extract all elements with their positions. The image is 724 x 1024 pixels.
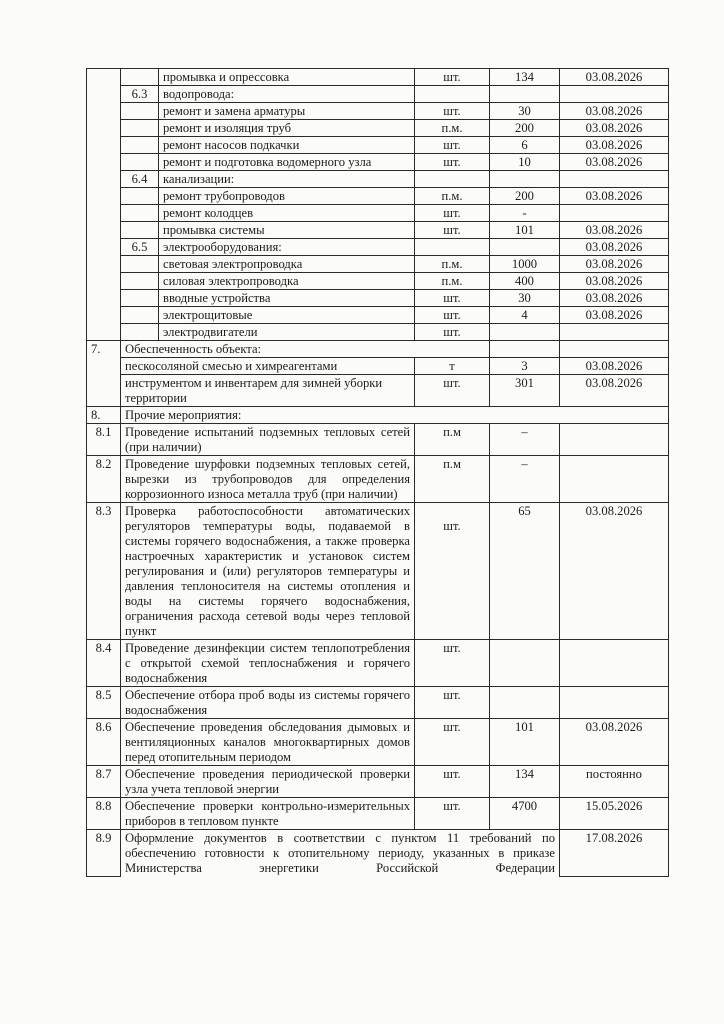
table-row [87, 324, 669, 341]
table-row [87, 205, 669, 222]
item-number: 8.1 [87, 424, 121, 456]
work-item: инструментом и инвентарем для зимней уборки территории [121, 375, 415, 407]
work-item: канализации: [159, 171, 415, 188]
work-item: Обеспечение проверки контрольно-измерительных приборов в тепловом пункте [121, 798, 415, 830]
quantity-cell [490, 171, 560, 188]
subsection-number [121, 307, 159, 324]
quantity-cell: 10 [490, 154, 560, 171]
date-cell: постоянно [560, 766, 669, 798]
subsection-number [121, 256, 159, 273]
subsection-number [121, 154, 159, 171]
date-cell: 03.08.2026 [560, 358, 669, 375]
unit-cell: шт. [415, 375, 490, 407]
unit-cell: п.м [415, 424, 490, 456]
table-row [87, 222, 669, 239]
section-number: 8. [87, 407, 121, 424]
quantity-cell: 134 [490, 766, 560, 798]
section-title: Обеспеченность объекта: [121, 341, 490, 358]
table-row [87, 154, 669, 171]
item-number: 8.9 [87, 830, 121, 877]
table-row [87, 188, 669, 205]
unit-cell: шт. [415, 640, 490, 687]
date-cell [560, 171, 669, 188]
quantity-cell: 30 [490, 290, 560, 307]
table-row [87, 69, 669, 86]
unit-cell [415, 171, 490, 188]
unit-cell: шт. [415, 154, 490, 171]
section-number: 7. [87, 341, 121, 407]
quantity-cell: 200 [490, 120, 560, 137]
work-item: Проведение шурфовки подземных тепловых сетей, вырезки из трубопроводов для определения коррозионного износа металла труб (при наличии) [121, 456, 415, 503]
quantity-cell: 4 [490, 307, 560, 324]
date-cell: 03.08.2026 [560, 239, 669, 256]
subsection-number [121, 103, 159, 120]
table-row [87, 375, 669, 407]
work-item: ремонт насосов подкачки [159, 137, 415, 154]
unit-cell: п.м. [415, 273, 490, 290]
table-row [87, 290, 669, 307]
table-row [87, 256, 669, 273]
date-cell: 17.08.2026 [560, 830, 669, 877]
date-cell [560, 424, 669, 456]
unit-cell: шт. [415, 798, 490, 830]
work-item: Обеспечение проведения обследования дымовых и вентиляционных каналов многоквартирных домов перед отопительным периодом [121, 719, 415, 766]
table-row [87, 358, 669, 375]
table-row [87, 307, 669, 324]
subsection-number [121, 69, 159, 86]
subsection-number [121, 188, 159, 205]
quantity-cell: 3 [490, 358, 560, 375]
date-cell [560, 640, 669, 687]
table-row [87, 120, 669, 137]
unit-cell: п.м. [415, 120, 490, 137]
table-row [87, 273, 669, 290]
date-cell: 03.08.2026 [560, 120, 669, 137]
subsection-number [121, 222, 159, 239]
unit-cell: шт. [415, 719, 490, 766]
unit-cell: шт. [415, 307, 490, 324]
date-cell [560, 324, 669, 341]
work-item: световая электропроводка [159, 256, 415, 273]
quantity-cell: 30 [490, 103, 560, 120]
date-cell: 03.08.2026 [560, 188, 669, 205]
quantity-cell [490, 640, 560, 687]
work-item: Проведение дезинфекции систем теплопотребления с открытой схемой теплоснабжения и горячего водоснабжения [121, 640, 415, 687]
table-row [87, 719, 669, 766]
work-item: ремонт трубопроводов [159, 188, 415, 205]
work-item: электродвигатели [159, 324, 415, 341]
work-item: промывка системы [159, 222, 415, 239]
work-item: промывка и опрессовка [159, 69, 415, 86]
subsection-number [121, 273, 159, 290]
date-cell [560, 687, 669, 719]
table-row [87, 766, 669, 798]
date-cell: 03.08.2026 [560, 503, 669, 640]
date-cell [560, 205, 669, 222]
work-item: электрооборудования: [159, 239, 415, 256]
unit-cell: шт. [415, 503, 490, 640]
unit-cell: шт. [415, 69, 490, 86]
work-item: Оформление документов в соответствии с пунктом 11 требований по обеспечению готовности к отопительному периоду, указанных в приказе Министерства энергетики Российской Федерации [121, 830, 560, 877]
work-item: Проверка работоспособности автоматических регуляторов температуры воды, подаваемой в системы горячего водоснабжения, а также проверка настроечных характеристик и установок систем регулирования и (или) регуляторов температуры и давления теплоносителя на системы отопления и воды на системы горячего водоснабжения, ограничения расхода сетевой воды через тепловой пункт [121, 503, 415, 640]
item-number: 8.7 [87, 766, 121, 798]
work-item: пескосоляной смесью и химреагентами [121, 358, 415, 375]
unit-cell: шт. [415, 766, 490, 798]
date-cell: 03.08.2026 [560, 307, 669, 324]
quantity-cell: 4700 [490, 798, 560, 830]
quantity-cell: 1000 [490, 256, 560, 273]
unit-cell: п.м. [415, 256, 490, 273]
unit-cell: п.м [415, 456, 490, 503]
table-row [87, 640, 669, 687]
work-item: электрощитовые [159, 307, 415, 324]
section-7-header-row [87, 341, 669, 358]
quantity-cell: – [490, 424, 560, 456]
work-item: Обеспечение отбора проб воды из системы горячего водоснабжения [121, 687, 415, 719]
item-number: 8.3 [87, 503, 121, 640]
quantity-cell: - [490, 205, 560, 222]
date-cell: 03.08.2026 [560, 137, 669, 154]
item-number: 8.6 [87, 719, 121, 766]
work-item: ремонт и замена арматуры [159, 103, 415, 120]
section-6-number-cell [87, 69, 121, 341]
table-row [87, 424, 669, 456]
quantity-cell: 200 [490, 188, 560, 205]
quantity-cell: 101 [490, 222, 560, 239]
date-cell: 03.08.2026 [560, 222, 669, 239]
quantity-cell: 101 [490, 719, 560, 766]
subsection-number [121, 137, 159, 154]
quantity-cell: 134 [490, 69, 560, 86]
date-cell: 03.08.2026 [560, 69, 669, 86]
table-row [87, 503, 669, 640]
measures-table [86, 68, 669, 877]
subsection-number [121, 120, 159, 137]
item-number: 8.5 [87, 687, 121, 719]
subsection-number: 6.3 [121, 86, 159, 103]
quantity-cell: 65 [490, 503, 560, 640]
unit-cell: шт. [415, 324, 490, 341]
subsection-number: 6.4 [121, 171, 159, 188]
section-8-header-row [87, 407, 669, 424]
subsection-number [121, 324, 159, 341]
table-row [87, 687, 669, 719]
unit-cell: шт. [415, 290, 490, 307]
date-cell: 15.05.2026 [560, 798, 669, 830]
quantity-cell [490, 239, 560, 256]
section-title: Прочие мероприятия: [121, 407, 669, 424]
date-cell: 03.08.2026 [560, 256, 669, 273]
table-row [87, 86, 669, 103]
unit-cell: шт. [415, 222, 490, 239]
date-cell: 03.08.2026 [560, 273, 669, 290]
date-cell: 03.08.2026 [560, 375, 669, 407]
quantity-cell [490, 324, 560, 341]
date-cell [560, 86, 669, 103]
table-row [87, 137, 669, 154]
subsection-number [121, 290, 159, 307]
unit-cell [415, 239, 490, 256]
work-item: ремонт колодцев [159, 205, 415, 222]
work-item: ремонт и изоляция труб [159, 120, 415, 137]
work-item: ремонт и подготовка водомерного узла [159, 154, 415, 171]
unit-cell: т [415, 358, 490, 375]
date-cell: 03.08.2026 [560, 103, 669, 120]
unit-cell: шт. [415, 103, 490, 120]
quantity-cell [490, 687, 560, 719]
item-number: 8.8 [87, 798, 121, 830]
unit-cell: шт. [415, 687, 490, 719]
quantity-cell: 400 [490, 273, 560, 290]
work-item: Проведение испытаний подземных тепловых сетей (при наличии) [121, 424, 415, 456]
quantity-cell: – [490, 456, 560, 503]
table-row [87, 798, 669, 830]
table-row [87, 830, 669, 877]
unit-cell: шт. [415, 137, 490, 154]
unit-cell: шт. [415, 205, 490, 222]
work-item: водопровода: [159, 86, 415, 103]
table-row [87, 171, 669, 188]
date-cell: 03.08.2026 [560, 154, 669, 171]
work-item: силовая электропроводка [159, 273, 415, 290]
date-cell [560, 456, 669, 503]
table-row [87, 239, 669, 256]
quantity-cell: 6 [490, 137, 560, 154]
unit-cell: п.м. [415, 188, 490, 205]
item-number: 8.2 [87, 456, 121, 503]
subsection-number: 6.5 [121, 239, 159, 256]
date-cell: 03.08.2026 [560, 290, 669, 307]
quantity-cell: 301 [490, 375, 560, 407]
subsection-number [121, 205, 159, 222]
table-row [87, 456, 669, 503]
work-item: Обеспечение проведения периодической проверки узла учета тепловой энергии [121, 766, 415, 798]
work-item: вводные устройства [159, 290, 415, 307]
table-row [87, 103, 669, 120]
item-number: 8.4 [87, 640, 121, 687]
unit-cell [415, 86, 490, 103]
quantity-cell [490, 86, 560, 103]
date-cell: 03.08.2026 [560, 719, 669, 766]
